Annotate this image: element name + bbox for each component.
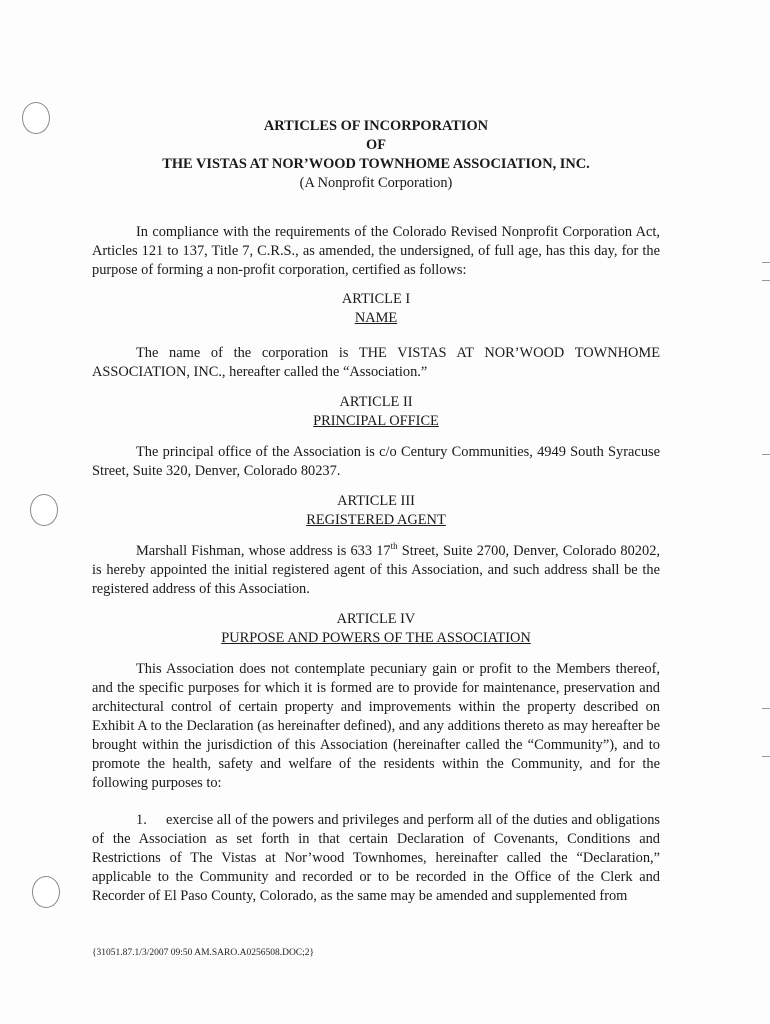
- article-1-heading: NAME: [354, 310, 398, 326]
- article-4-body: This Association does not contemplate pecuniary gain or profit to the Members thereof, and the specific purposes for which it is formed are to provide for maintenance, preservation and architectural control of certain property and improvements within the property described on Exhibit A to the Declaration (as hereinafter defined), and any additions thereto as may hereafter be brought within the jurisdiction of this Association (hereinafter called the “Community”), and to promote the health, safety and welfare of the residents within the Community, and for the following purposes to:: [92, 661, 660, 791]
- article-1-header: [92, 290, 660, 328]
- article-2-header: [92, 393, 660, 431]
- article-4-item-1: [92, 811, 660, 906]
- punch-hole-middle: [30, 494, 58, 526]
- article-3-number: ARTICLE III: [337, 493, 415, 509]
- article-3-header: [92, 492, 660, 530]
- document-body: [92, 117, 660, 906]
- document-title: [92, 117, 660, 174]
- article-4-heading: PURPOSE AND POWERS OF THE ASSOCIATION: [221, 630, 531, 646]
- title-line-3: THE VISTAS AT NOR’WOOD TOWNHOME ASSOCIATION, INC.: [162, 156, 590, 172]
- article-2-body: The principal office of the Association is c/o Century Communities, 4949 South Syracuse Street, Suite 320, Denver, Colorado 80237.: [92, 444, 660, 479]
- document-footer-id: {31051.87.1/3/2007 09:50 AM.SARO.A0256508.DOC;2}: [92, 948, 315, 958]
- edge-mark: [762, 262, 770, 263]
- edge-mark: [762, 756, 770, 757]
- punch-hole-bottom: [32, 876, 60, 908]
- article-4-number: ARTICLE IV: [336, 611, 416, 627]
- intro-paragraph: In compliance with the requirements of the Colorado Revised Nonprofit Corporation Act, Articles 121 to 137, Title 7, C.R.S., as amended, the undersigned, of full age, has this day, for the purpose of forming a non-profit corporation, certified as follows:: [92, 224, 660, 278]
- item-1-number: 1.: [136, 812, 147, 828]
- article-3-body-part-2: Street, Suite 2700, Denver, Colorado 80202, is hereby appointed the initial registered agent of this Association, and such address shall be the registered address of this Association.: [92, 543, 660, 597]
- item-1-text: exercise all of the powers and privileges and perform all of the duties and obligations of the Association as set forth in that certain Declaration of Covenants, Conditions and Restrictions of The Vistas at Nor’wood Townhomes, hereinafter called the “Declaration,” applicable to the Community and recorded or to be recorded in the Office of the Clerk and Recorder of El Paso County, Colorado, as the same may be amended and supplemented from: [92, 812, 660, 904]
- article-3-body-part-1: Marshall Fishman, whose address is 633 17: [136, 543, 391, 559]
- title-subtitle: (A Nonprofit Corporation): [299, 175, 453, 191]
- edge-mark: [762, 280, 770, 281]
- article-3-heading: REGISTERED AGENT: [306, 512, 446, 528]
- punch-hole-top: [22, 102, 50, 134]
- title-line-1: ARTICLES OF INCORPORATION: [263, 118, 489, 134]
- article-2-heading: PRINCIPAL OFFICE: [313, 413, 439, 429]
- edge-mark: [762, 454, 770, 455]
- article-1-body: The name of the corporation is THE VISTAS AT NOR’WOOD TOWNHOME ASSOCIATION, INC., hereafter called the “Association.”: [92, 345, 660, 380]
- article-3-body-superscript: th: [390, 541, 398, 552]
- article-3-body: [92, 542, 660, 599]
- edge-mark: [762, 708, 770, 709]
- article-4-header: [92, 610, 660, 648]
- article-2-number: ARTICLE II: [339, 394, 413, 410]
- article-1-number: ARTICLE I: [341, 291, 411, 307]
- title-line-2: OF: [366, 137, 386, 153]
